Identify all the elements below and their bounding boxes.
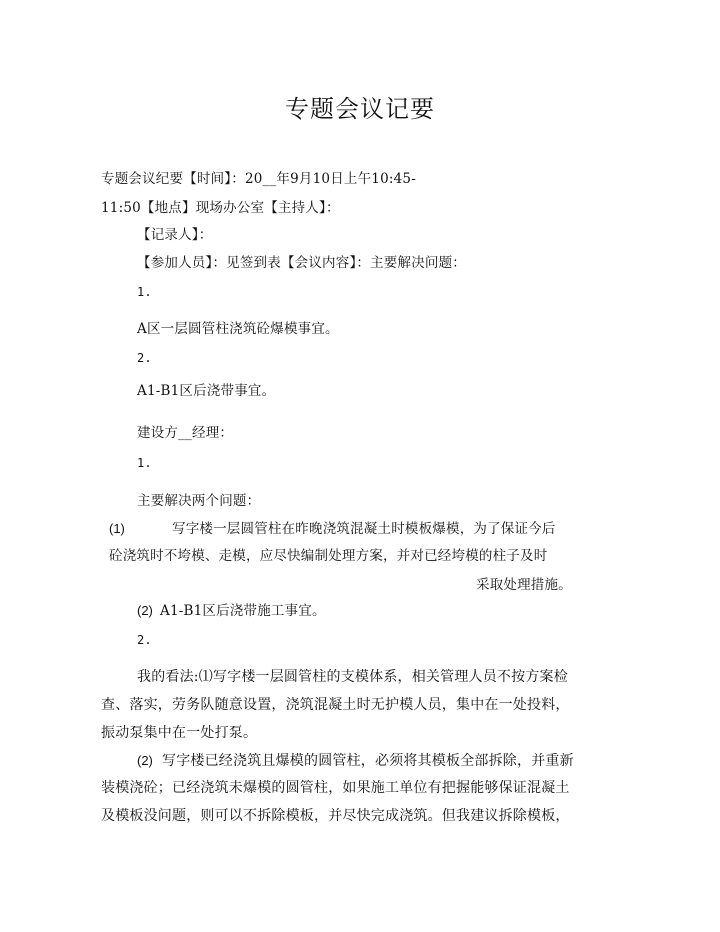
main-issues-label: 主要解决两个问题：	[137, 493, 261, 509]
item2-marker: (2)	[137, 603, 153, 618]
recorder-line: 【记录人】：	[137, 227, 213, 243]
header-line-1: 专题会议纪要【时间】：20__年9月10日上午10:45-	[101, 171, 416, 187]
opinion-para1-line-1: 我的看法:⑴写字楼一层圆管柱的支模体系，相关管理人员不按方案检	[137, 669, 568, 685]
owner-manager-label: 建设方__经理：	[137, 425, 234, 441]
issue-number-1: 1.	[137, 285, 152, 299]
item2-text: A1-B1区后浇带施工事宜。	[160, 603, 326, 619]
opinion-para2-line-3: 及模板没问题，则可以不拆除模板，并尽快完成浇筑。但我建议拆除模板，	[101, 808, 570, 824]
opinion-para1-line-3: 振动泵集中在一处打泵。	[101, 725, 258, 741]
opinion-para1-line-2: 查、落实，劳务队随意设置，浇筑混凝土时无护模人员，集中在一处投料，	[101, 697, 570, 713]
item2-number: 2.	[137, 633, 152, 647]
attendees-line: 【参加人员】：见签到表【会议内容】：主要解决问题：	[137, 255, 466, 271]
opinion-para2-marker: (2)	[137, 753, 153, 768]
opinion-para2-line-2: 装模浇砼；已经浇筑未爆模的圆管柱，如果施工单位有把握能够保证混凝土	[101, 780, 570, 796]
header-line-2: 11:50【地点】现场办公室【主持人】：	[101, 200, 340, 216]
item1-line-1: 写字楼一层圆管柱在昨晚浇筑混凝土时模板爆模，为了保证今后	[172, 521, 556, 537]
issue-number-2: 2.	[137, 351, 152, 365]
issue-text-2: A1-B1区后浇带事宜。	[137, 383, 276, 399]
item1-marker: (1)	[109, 521, 125, 536]
item1-line-2: 砼浇筑时不垮模、走模，应尽快编制处理方案，并对已经垮模的柱子及时	[109, 548, 548, 564]
item1-line-3: 采取处理措施。	[476, 577, 572, 593]
owner-manager-number: 1.	[137, 456, 152, 470]
issue-text-1: A区一层圆管柱浇筑砼爆模事宜。	[137, 321, 339, 337]
opinion-para2-line-1: 写字楼已经浇筑且爆模的圆管柱，必须将其模板全部拆除，并重新	[162, 753, 574, 769]
page-title: 专题会议记要	[285, 95, 435, 123]
